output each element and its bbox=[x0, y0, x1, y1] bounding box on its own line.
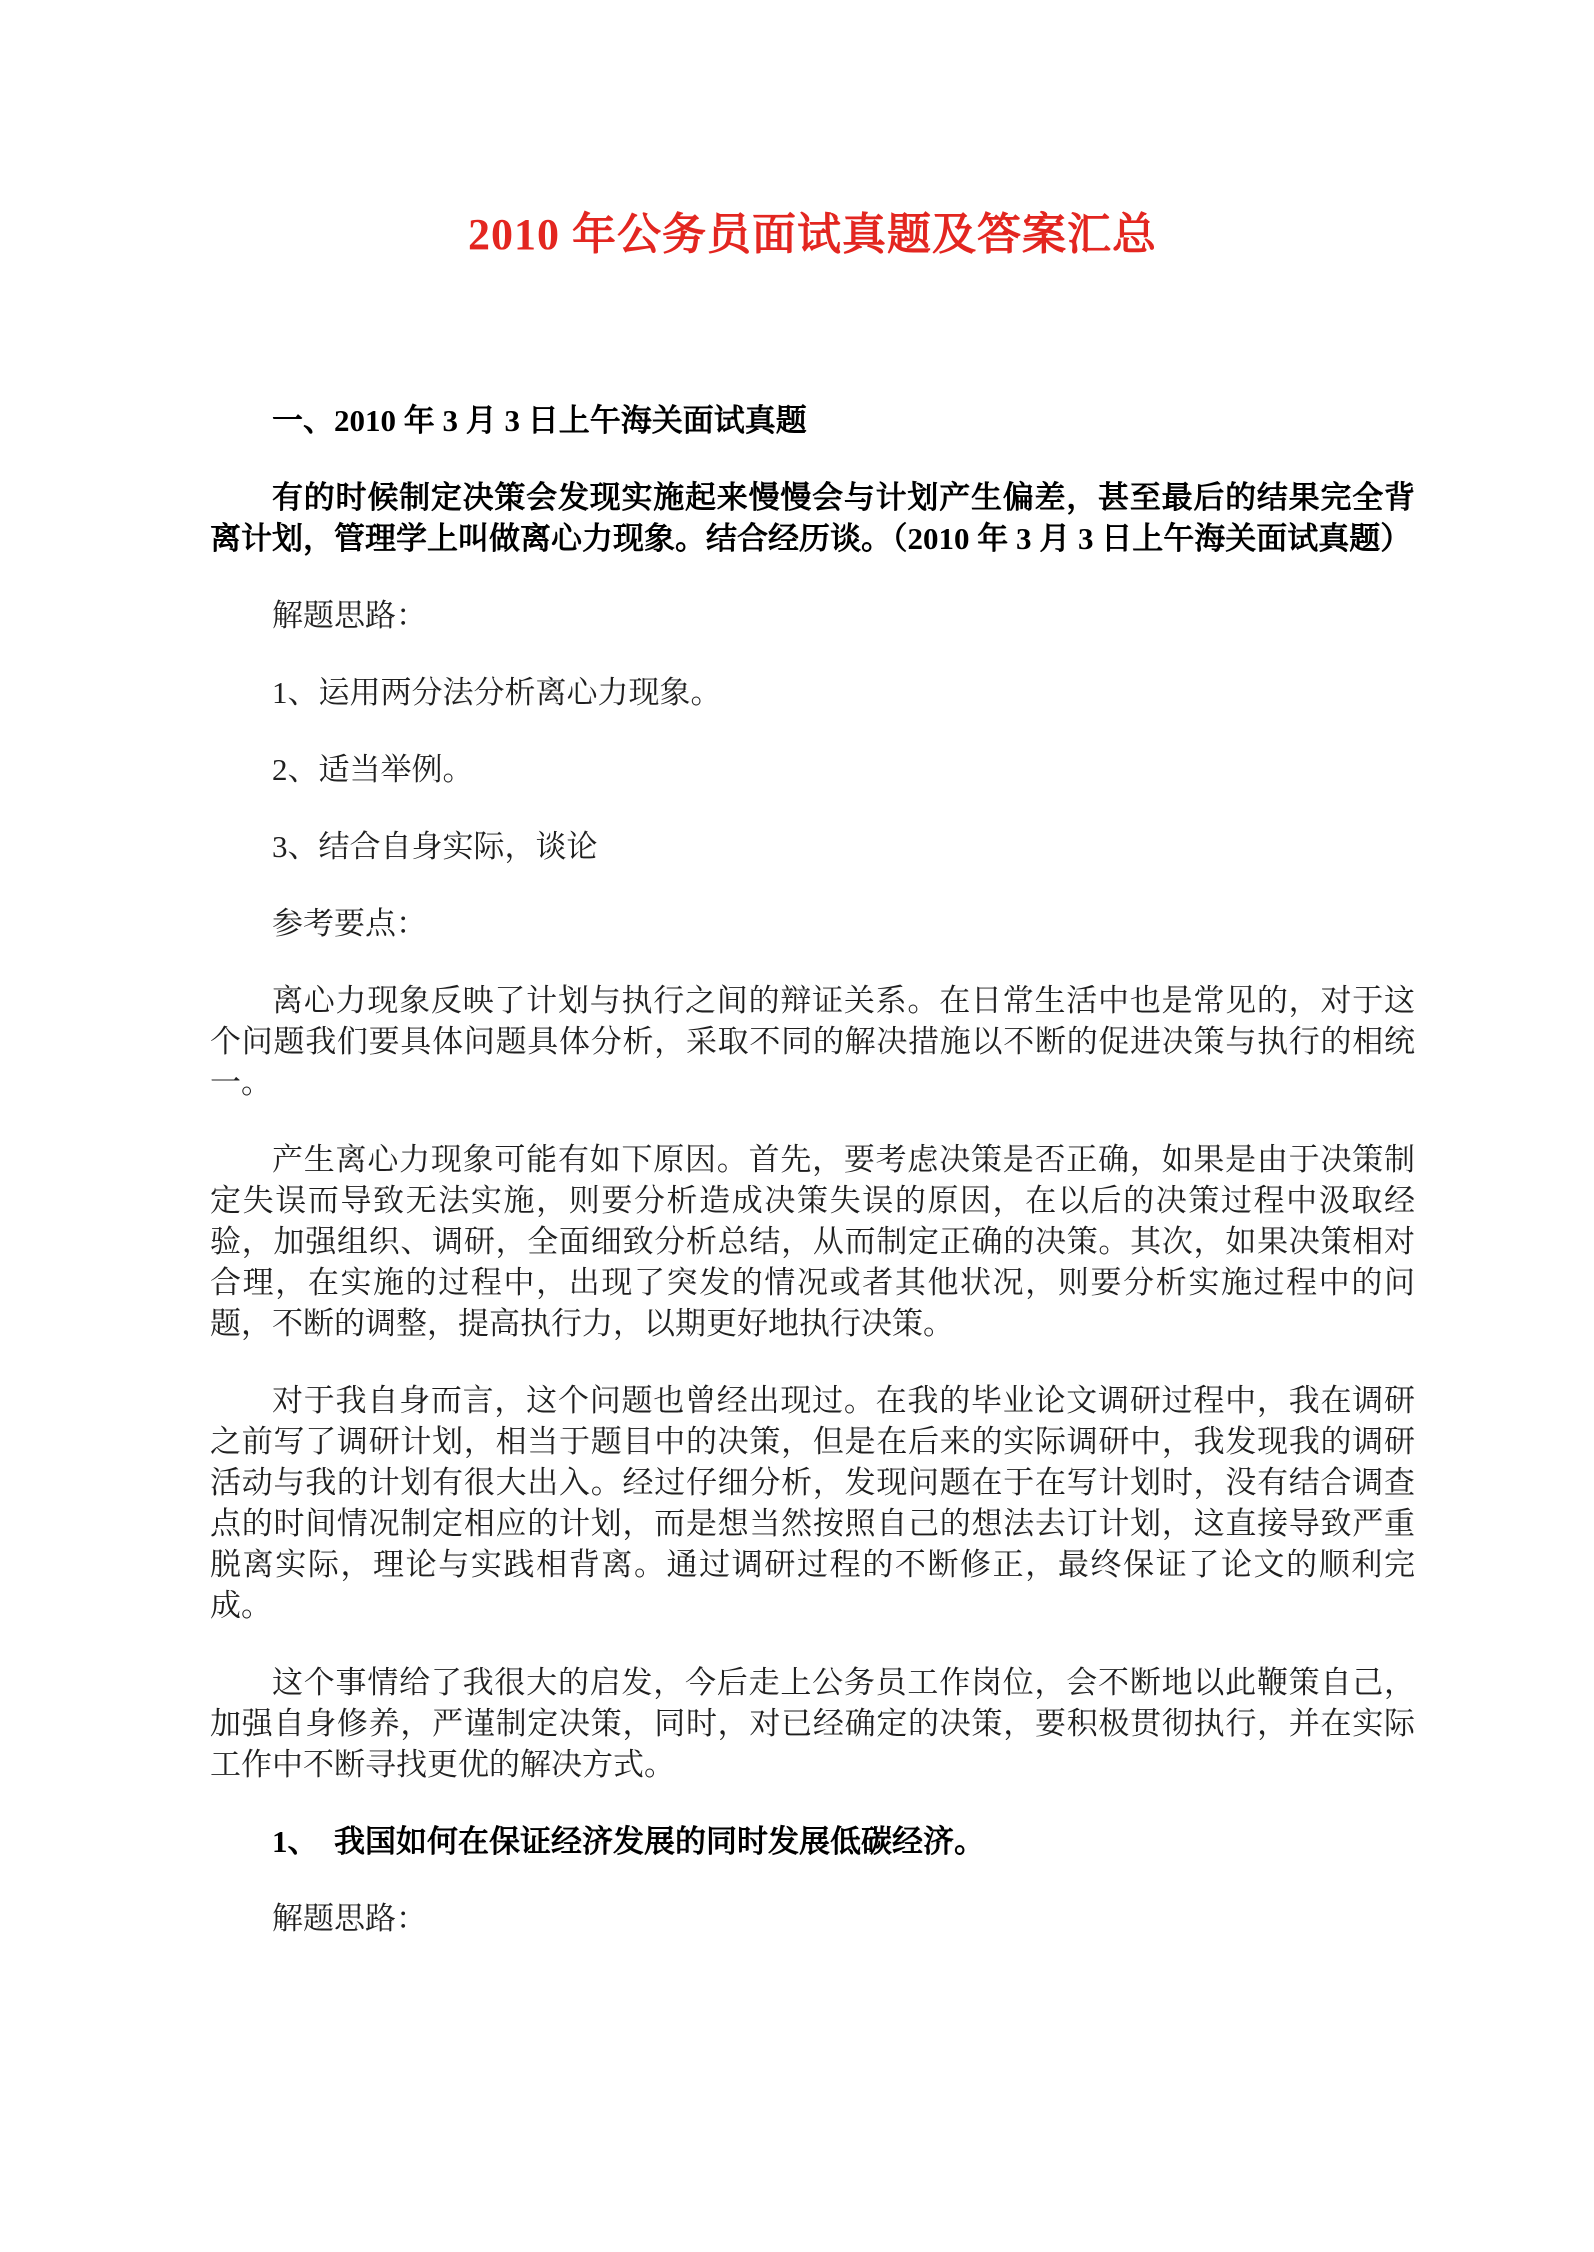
solution-ideas-label-1: 解题思路： bbox=[272, 598, 427, 633]
reference-points-label: 参考要点： bbox=[272, 906, 427, 941]
idea-item-1: 1、运用两分法分析离心力现象。 bbox=[272, 675, 722, 710]
question-2-heading: 1、 我国如何在保证经济发展的同时发展低碳经济。 bbox=[272, 1824, 985, 1859]
idea-item-2: 2、适当举例。 bbox=[272, 752, 474, 787]
answer-paragraph-4: 这个事情给了我很大的启发，今后走上公务员工作岗位，会不断地以此鞭策自己，加强自身修养，严谨制定决策，同时，对已经确定的决策，要积极贯彻执行，并在实际工作中不断寻找更优的解决方式。 bbox=[210, 1665, 1415, 1782]
document-content bbox=[210, 204, 1415, 1975]
question-1-text: 有的时候制定决策会发现实施起来慢慢会与计划产生偏差，甚至最后的结果完全背离计划，管理学上叫做离心力现象。结合经历谈。（2010 年 3 月 3 日上午海关面试真题） bbox=[210, 480, 1415, 556]
page-title: 2010 年公务员面试真题及答案汇总 bbox=[468, 210, 1157, 259]
answer-paragraph-3: 对于我自身而言，这个问题也曾经出现过。在我的毕业论文调研过程中，我在调研之前写了调研计划，相当于题目中的决策，但是在后来的实际调研中，我发现我的调研活动与我的计划有很大出入。经过仔细分析，发现问题在于在写计划时，没有结合调查点的时间情况制定相应的计划，而是想当然按照自己的想法去订计划，这直接导致严重脱离实际，理论与实践相背离。通过调研过程的不断修正，最终保证了论文的顺利完成。 bbox=[210, 1383, 1415, 1623]
section-heading: 一、2010 年 3 月 3 日上午海关面试真题 bbox=[272, 403, 807, 438]
answer-paragraph-2: 产生离心力现象可能有如下原因。首先，要考虑决策是否正确，如果是由于决策制定失误而导致无法实施，则要分析造成决策失误的原因，在以后的决策过程中汲取经验，加强组织、调研，全面细致分析总结，从而制定正确的决策。其次，如果决策相对合理，在实施的过程中，出现了突发的情况或者其他状况，则要分析实施过程中的问题，不断的调整，提高执行力，以期更好地执行决策。 bbox=[210, 1142, 1415, 1341]
idea-item-3: 3、结合自身实际，谈论 bbox=[272, 829, 598, 864]
answer-paragraph-1: 离心力现象反映了计划与执行之间的辩证关系。在日常生活中也是常见的，对于这个问题我们要具体问题具体分析，采取不同的解决措施以不断的促进决策与执行的相统一。 bbox=[210, 983, 1415, 1100]
solution-ideas-label-2: 解题思路： bbox=[272, 1901, 427, 1936]
